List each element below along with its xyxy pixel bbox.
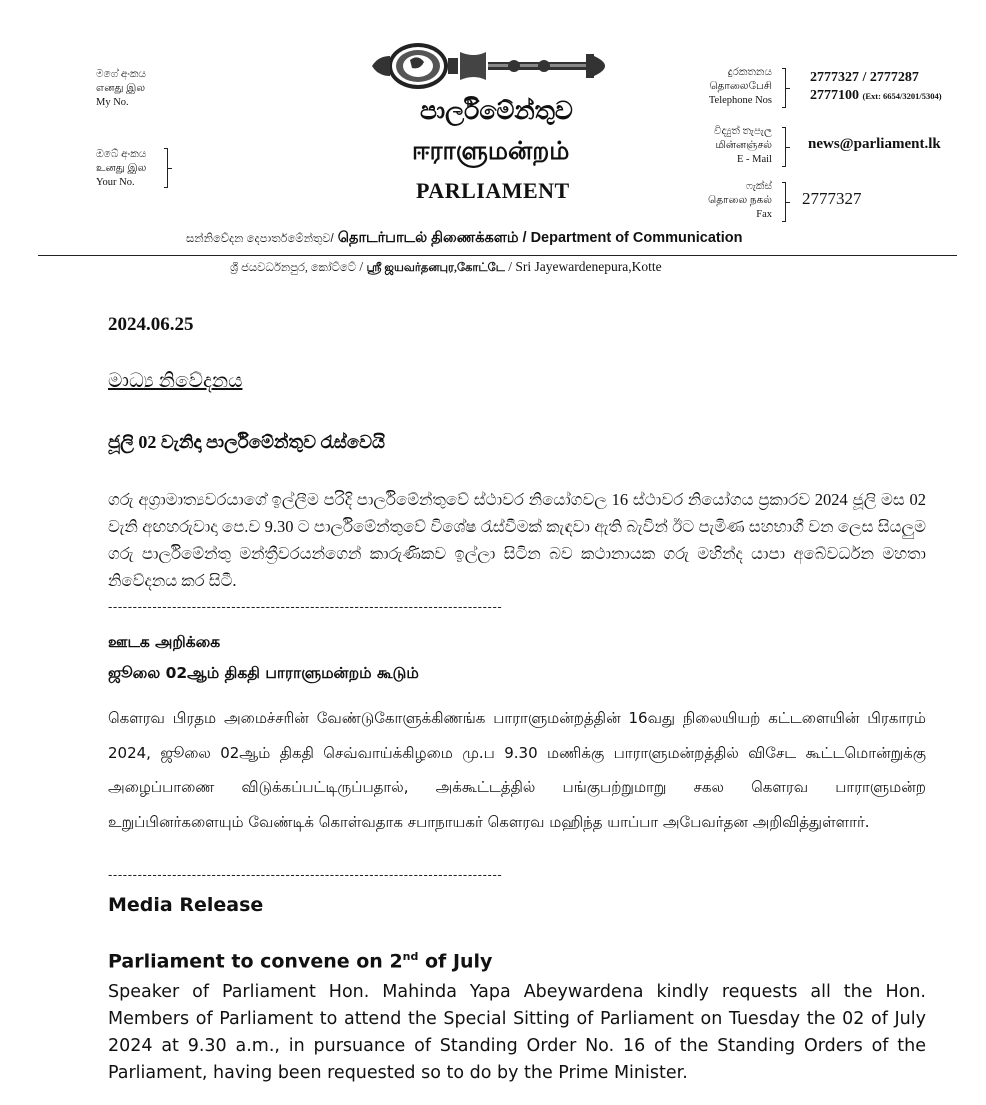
telephone-main: 2777100: [810, 88, 859, 103]
fax-label-en: Fax: [756, 209, 772, 220]
fax-label-ta: தொலை நகல்: [708, 195, 772, 206]
sinhala-subheading: ජූලි 02 වැනිදා පාර්ලිමේන්තුව රැස්වෙයි: [108, 432, 385, 452]
tamil-heading: ஊடக அறிக்கை: [108, 633, 221, 651]
email-label-ta: மின்னஞ்சல்: [715, 140, 772, 151]
title-sinhala: පාර්ලිමේන්තුව: [420, 98, 573, 125]
separator-1: --------------------------------------------------------------------------------: [108, 599, 503, 614]
my-no-label-ta: எனது இல: [96, 83, 146, 94]
telephone-numbers-line2: [810, 88, 942, 104]
department-si: සන්නිවේදන දෙපාර්තමේන්තුව/: [186, 233, 334, 245]
english-heading: Media Release: [108, 894, 264, 916]
telephone-label-ta: தொலைபேசி: [709, 81, 772, 92]
your-no-labels: [96, 148, 146, 190]
separator-2: --------------------------------------------------------------------------------: [108, 867, 503, 882]
my-no-labels: [96, 68, 146, 110]
telephone-extensions: (Ext: 6654/3201/5304): [862, 91, 942, 101]
address-si: ශ්‍රී ජයවර්ධනපුර, කෝට්ටේ: [230, 262, 357, 274]
email-label-en: E - Mail: [737, 154, 772, 165]
fax-label-si: ෆැක්ස්: [745, 181, 772, 192]
your-no-label-si: ඔබේ අංකය: [96, 149, 147, 160]
email-brace: [780, 127, 786, 167]
email-labels: [690, 125, 772, 167]
my-no-label-en: My No.: [96, 97, 129, 108]
tamil-subheading: ஜூலை 02ஆம் திகதி பாராளுமன்றம் கூடும்: [108, 664, 419, 682]
english-subheading-main: Parliament to convene on 2: [108, 950, 403, 973]
your-no-label-ta: உனது இல: [96, 163, 147, 174]
address-sep-1: /: [359, 259, 364, 274]
header-divider: [38, 255, 957, 256]
your-no-label-en: Your No.: [96, 177, 135, 188]
title-tamil: ஈராளுமன்றம்: [412, 138, 570, 165]
address-line: [230, 259, 662, 276]
title-english: PARLIAMENT: [416, 178, 570, 203]
fax-brace: [780, 182, 786, 222]
telephone-label-si: දුරකතනය: [727, 67, 772, 78]
release-date: 2024.06.25: [108, 314, 194, 335]
my-no-label-si: මගේ අංකය: [96, 69, 147, 80]
fax-labels: [690, 180, 772, 222]
department-ta: தொடர்பாடல் திணைக்களம்: [337, 230, 519, 246]
tamil-body: கௌரவ பிரதம அமைச்சரின் வேண்டுகோளுக்கிணங்க பாராளுமன்றத்தின் 16வது நிலையியற் கட்டளையின் பிரகாரம் 2024, ஜூலை 02ஆம் திகதி செவ்வாய்க்கிழமை மு.ப 9.30 மணிக்கு பாராளுமன்றத்தில் விசேட கூட்டமொன்றுக்கு அழைப்பாணை விடுக்கப்பட்டிருப்பதால், அக்கூட்டத்தில் பங்குபற்றுமாறு சகல கௌரவ பாராளுமன்ற உறுப்பினர்களையும் வேண்டிக் கொள்வதாக சபாநாயகர் கௌரவ மஹிந்த யாப்பா அபேவர்தன அறிவித்துள்ளார்.: [108, 709, 926, 831]
telephone-numbers-line1: 2777327 / 2777287: [810, 70, 919, 85]
telephone-label-en: Telephone Nos: [708, 95, 772, 106]
fax-number: 2777327: [802, 189, 862, 208]
sinhala-heading: මාධ්‍ය නිවේදනය: [108, 370, 243, 392]
english-subheading: [108, 950, 492, 972]
address-sep-2: /: [508, 259, 513, 274]
english-body: Speaker of Parliament Hon. Mahinda Yapa Abeywardena kindly requests all the Hon. Members of Parliament to attend the Special Sitting of Parliament on Tuesday the 02 of July 2024 at 9.30 a.m., in pursuance of Standing Order No. 16 of the Standing Orders of the Parliament, having been requested so to do by the Prime Minister.: [108, 982, 926, 1083]
english-subheading-sup: nd: [402, 950, 419, 963]
department-line: [186, 230, 742, 248]
department-en: / Department of Communication: [522, 230, 743, 246]
email-address: news@parliament.lk: [808, 136, 941, 152]
email-label-si: විද්‍යුත් තැපැල: [713, 126, 772, 137]
telephone-labels: [690, 66, 772, 108]
sinhala-body: ගරු අග්‍රාමාත්‍යවරයාගේ ඉල්ලීම පරිදි පාර්ලිමේන්තුවේ ස්ථාවර නියෝගවල 16 ස්ථාවර නියෝගය ප්‍රකාරව 2024 ජූලි මස 02 වැනි අඟහරුවාදා පෙ.ව 9.30 ට පාර්ලිමේන්තුවේ විශේෂ රැස්වීමක් කැඳවා ඇති බැවින් ඊට පැමිණ සහභාගී වන ලෙස සියලුම ගරු පාර්ලිමේන්තු මන්ත්‍රීවරයන්ගෙන් කාරුණිකව ඉල්ලා සිටින බව කථානායක ගරු මහින්ද යාපා අබේවර්ධන මහතා නිවේදනය කර සිටී.: [108, 490, 926, 590]
address-en: Sri Jayewardenepura,Kotte: [515, 259, 662, 274]
parliament-mace-emblem-icon: [364, 40, 620, 92]
english-subheading-end: of July: [418, 950, 493, 973]
your-no-brace: [162, 148, 168, 188]
telephone-brace: [780, 68, 786, 108]
address-ta: ஸ்ரீ ஜயவர்தனபுர,கோட்டே: [366, 262, 505, 274]
